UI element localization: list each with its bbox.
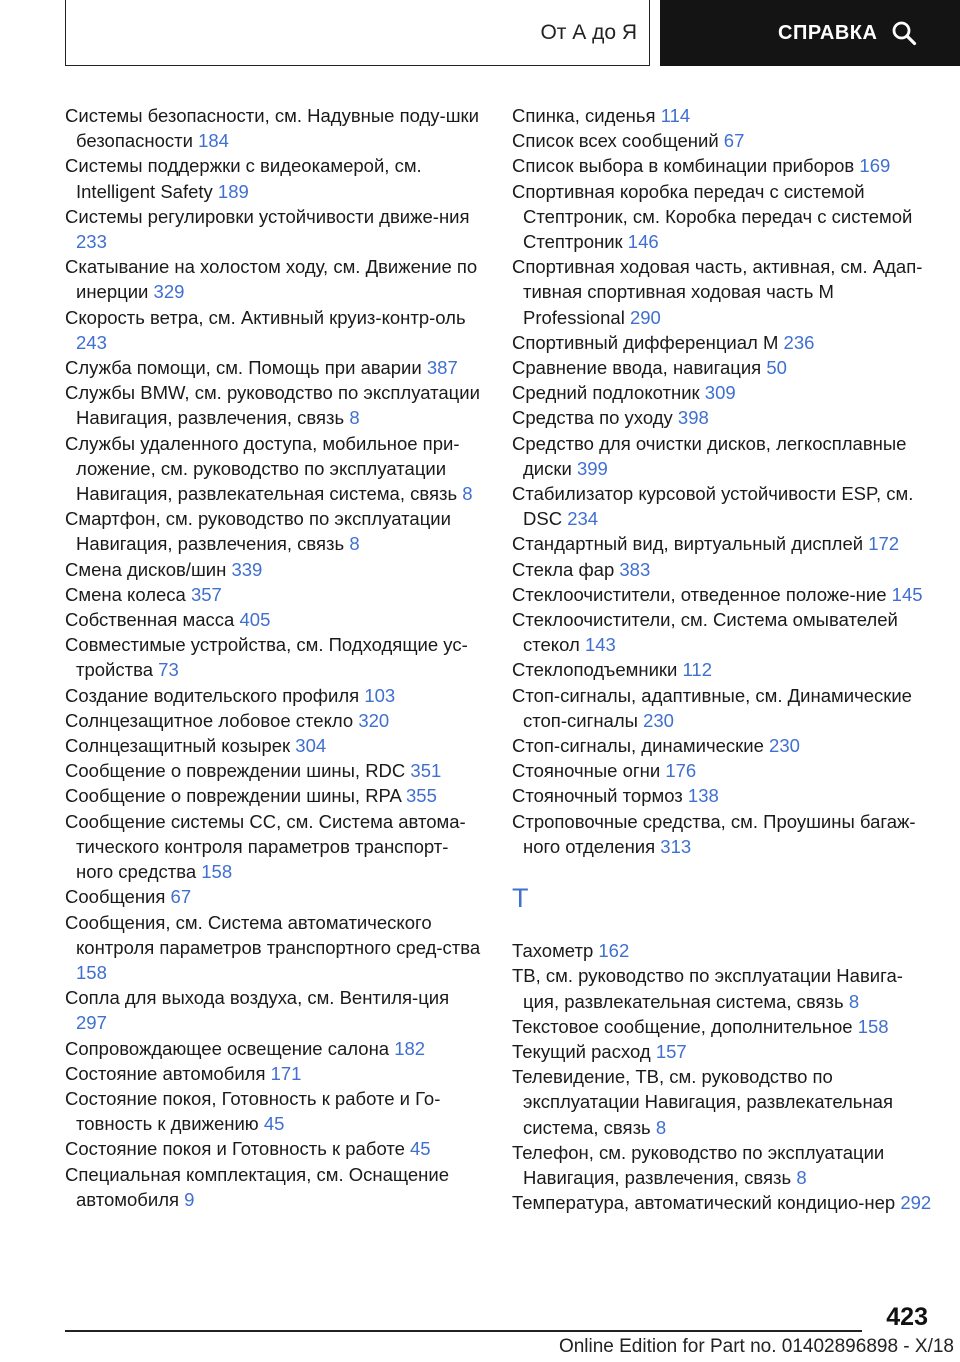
- page-link[interactable]: 357: [190, 583, 222, 605]
- index-entry-text: Спинка, сиденья: [512, 105, 661, 126]
- index-entry-text: Сравнение ввода, навигация: [512, 357, 767, 379]
- index-entry-text: Собственная масса: [65, 609, 240, 631]
- index-entry: [512, 153, 932, 178]
- page-link[interactable]: 114: [660, 105, 691, 126]
- section-tab[interactable]: [65, 0, 650, 66]
- index-entry-text: Стабилизатор курсовой устойчивости ESP, см. DSC: [512, 483, 914, 530]
- index-entry-text: Телефон, см. руководство по эксплуатации Навигация, развлечения, связь: [512, 1141, 885, 1188]
- page-link[interactable]: 8: [796, 1166, 807, 1188]
- page-link[interactable]: 67: [170, 886, 192, 908]
- index-entry-text: Стоп-сигналы, динамические: [512, 735, 770, 757]
- page-link[interactable]: 292: [900, 1192, 932, 1214]
- help-search-button[interactable]: [660, 0, 960, 66]
- index-entry: [512, 809, 932, 859]
- index-entry-text: Температура, автоматический кондицио-нер: [512, 1192, 901, 1214]
- index-entry-text: Смена дисков/шин: [65, 558, 232, 580]
- index-entry-text: Системы поддержки с видеокамерой, см. Intelligent Safety: [65, 155, 422, 202]
- index-entry: [65, 1061, 485, 1086]
- index-entry-text: Сообщение о повреждении шины, RPA: [65, 785, 406, 807]
- index-entry-text: Сообщения: [65, 886, 171, 908]
- page-link[interactable]: 189: [217, 180, 249, 202]
- page-link[interactable]: 387: [426, 357, 458, 379]
- index-entry-text: Создание водительского профиля: [65, 684, 365, 706]
- index-entry-text: ТВ, см. руководство по эксплуатации Навига-ция, развлекательная система, связь: [512, 965, 903, 1012]
- index-entry: [512, 128, 932, 153]
- index-entry: [65, 884, 485, 909]
- index-entry-text: Совместимые устройства, см. Подходящие ус-тройства: [65, 634, 468, 681]
- index-entry: [65, 355, 485, 380]
- page-link[interactable]: 329: [153, 281, 185, 303]
- page-link[interactable]: 313: [660, 835, 692, 857]
- page-link[interactable]: 8: [848, 990, 860, 1012]
- letter-heading: Т: [512, 883, 529, 914]
- index-entry: [65, 783, 485, 808]
- index-entry-text: Средний подлокотник: [512, 382, 705, 404]
- index-entry: [512, 431, 932, 481]
- page-link[interactable]: 158: [857, 1015, 889, 1037]
- index-entry: [65, 632, 485, 682]
- index-entry: [65, 431, 485, 507]
- index-entry-text: Стояночные огни: [512, 760, 666, 782]
- index-entry: [512, 557, 932, 582]
- index-entry: [65, 1162, 485, 1212]
- page-link[interactable]: 171: [270, 1062, 302, 1084]
- index-entry-text: Стеклоочистители, см. Система омывателей стекол: [512, 609, 898, 656]
- index-entry-text: Солнцезащитный козырек: [65, 735, 296, 757]
- page-link[interactable]: 399: [576, 457, 608, 479]
- index-entry-text: Состояние автомобиля: [65, 1062, 271, 1084]
- index-entry-text: Стояночный тормоз: [512, 785, 688, 807]
- index-entry-text: Состояние покоя и Готовность к работе: [65, 1138, 411, 1160]
- page-link[interactable]: 351: [410, 760, 442, 782]
- index-entry-text: Сопла для выхода воздуха, см. Вентиля-ция: [65, 987, 450, 1009]
- index-entry: [65, 506, 485, 556]
- section-label: От А до Я: [540, 20, 637, 44]
- index-entry: [512, 733, 932, 758]
- index-entry-text: Спортивная коробка передач с системой Стептроник, см. Коробка передач с системой Стептроник: [512, 180, 913, 253]
- index-entry-text: Сообщение о повреждении шины, RDC: [65, 760, 411, 782]
- page-link[interactable]: 230: [769, 735, 800, 757]
- page-link[interactable]: 184: [198, 130, 229, 152]
- page-link[interactable]: 9: [184, 1188, 195, 1210]
- index-entry-text: Текущий расход: [512, 1040, 656, 1062]
- index-entry: [65, 1136, 485, 1161]
- index-entry: [512, 330, 932, 355]
- page-link[interactable]: 405: [239, 609, 271, 631]
- footer-divider: [65, 1330, 862, 1332]
- index-entry: [512, 531, 932, 556]
- index-entry-text: Спортивный дифференциал M: [512, 331, 784, 353]
- page-link[interactable]: 73: [158, 659, 179, 681]
- index-entry-text: Строповочные средства, см. Проушины багаж-ного отделения: [512, 810, 916, 857]
- index-entry: [512, 179, 932, 255]
- index-entry-text: Службы BMW, см. руководство по эксплуатации Навигация, развлечения, связь: [65, 382, 480, 429]
- index-entry-text: Список всех сообщений: [512, 130, 724, 152]
- index-entry: [512, 405, 932, 430]
- index-entry: [65, 103, 485, 153]
- page-link[interactable]: 143: [584, 634, 616, 656]
- index-entry-text: Стекла фар: [512, 558, 620, 580]
- page-link[interactable]: 50: [766, 357, 787, 379]
- index-entry: [65, 380, 485, 430]
- index-entry-text: Средство для очистки дисков, легкосплавные диски: [512, 432, 907, 479]
- page-link[interactable]: 233: [76, 231, 107, 253]
- page-link[interactable]: 146: [627, 231, 659, 253]
- page-link[interactable]: 162: [598, 940, 630, 962]
- page-link[interactable]: 8: [349, 407, 360, 429]
- index-entry-text: Сообщения, см. Система автоматического контроля параметров транспортного сред-ства: [65, 911, 481, 958]
- index-entry: [65, 1086, 485, 1136]
- index-entry: [512, 355, 932, 380]
- index-entry: [65, 985, 485, 1035]
- page-link[interactable]: 355: [406, 785, 437, 807]
- page-link[interactable]: 172: [868, 533, 900, 555]
- help-label: СПРАВКА: [778, 21, 878, 44]
- index-entry: [512, 1064, 932, 1140]
- page-link[interactable]: 157: [655, 1040, 687, 1062]
- page-number: 423: [886, 1303, 928, 1331]
- index-entry-text: Смена колеса: [65, 583, 191, 605]
- page-link[interactable]: 8: [349, 533, 360, 555]
- index-entry: [512, 1039, 932, 1064]
- index-entry: [65, 733, 485, 758]
- page-link[interactable]: 234: [567, 508, 599, 530]
- index-entry-text: Телевидение, ТВ, см. руководство по эксплуатации Навигация, развлекательная система, связь: [512, 1066, 893, 1138]
- index-entry: [512, 254, 932, 330]
- page-link[interactable]: 236: [783, 331, 815, 353]
- page-link[interactable]: 103: [364, 684, 396, 706]
- index-entry-text: Смартфон, см. руководство по эксплуатации Навигация, развлечения, связь: [65, 508, 451, 555]
- page-link[interactable]: 138: [687, 785, 719, 807]
- index-entry: [65, 204, 485, 254]
- index-entry: [512, 103, 932, 128]
- page-link[interactable]: 297: [76, 1012, 107, 1034]
- page-link[interactable]: 176: [665, 760, 697, 782]
- footer-edition-text: Online Edition for Part no. 01402896898 - X/18: [558, 1336, 954, 1357]
- page-link[interactable]: 230: [643, 709, 674, 731]
- index-entry: [512, 1190, 932, 1215]
- index-entry-text: Тахометр: [512, 940, 599, 962]
- index-entry: [512, 963, 932, 1013]
- index-entry: [65, 254, 485, 304]
- index-entry: [65, 758, 485, 783]
- index-entry-text: Список выбора в комбинации приборов: [512, 155, 860, 177]
- index-entry: [512, 938, 932, 963]
- page-link[interactable]: 320: [358, 709, 390, 731]
- index-entry: [65, 607, 485, 632]
- index-entry: [512, 758, 932, 783]
- page-link[interactable]: 8: [462, 483, 473, 505]
- page-link[interactable]: 398: [677, 407, 709, 429]
- page-link[interactable]: 45: [263, 1113, 285, 1135]
- page-link[interactable]: 45: [410, 1138, 431, 1160]
- page-link[interactable]: 243: [76, 331, 107, 353]
- index-entry-text: Скорость ветра, см. Активный круиз-контр-оль: [65, 306, 466, 328]
- page-link[interactable]: 339: [231, 558, 263, 580]
- index-entry: [512, 783, 932, 808]
- index-entry: [65, 683, 485, 708]
- index-entry-text: Стандартный вид, виртуальный дисплей: [512, 533, 869, 555]
- index-entry-text: Стеклоочистители, отведенное положе-ние: [512, 583, 892, 605]
- search-icon: [891, 20, 917, 46]
- page-link[interactable]: 145: [891, 583, 923, 605]
- index-entry: [512, 481, 932, 531]
- index-entry: [65, 708, 485, 733]
- index-entry: [512, 1014, 932, 1039]
- page-link[interactable]: 182: [394, 1037, 426, 1059]
- index-entry: [512, 582, 932, 607]
- index-entry: [65, 1036, 485, 1061]
- page-link[interactable]: 309: [704, 382, 736, 404]
- page-link[interactable]: 290: [629, 306, 661, 328]
- index-entry-text: Солнцезащитное лобовое стекло: [65, 709, 359, 731]
- index-entry: [65, 557, 485, 582]
- index-entry-text: Спортивная ходовая часть, активная, см. Адап-тивная спортивная ходовая часть M Professional: [512, 256, 923, 328]
- index-entry-text: Стеклоподъемники: [512, 659, 683, 681]
- index-column-right: [512, 103, 932, 1215]
- index-column-left: [65, 103, 485, 1212]
- index-entry-text: Сообщение системы СС, см. Система автома-тического контроля параметров транспорт-ного средства: [65, 810, 466, 883]
- page-link[interactable]: 158: [201, 861, 233, 883]
- index-entry: [65, 305, 485, 355]
- index-entry-text: Скатывание на холостом ходу, см. Движение по инерции: [65, 256, 478, 303]
- page-link[interactable]: 67: [723, 130, 745, 152]
- page-link[interactable]: 383: [619, 558, 651, 580]
- index-entry-text: Системы регулировки устойчивости движе-ния: [65, 205, 470, 227]
- index-entry-text: Служба помощи, см. Помощь при аварии: [65, 357, 427, 379]
- index-entry: [512, 683, 932, 733]
- index-entry-text: Состояние покоя, Готовность к работе и Го-товность к движению: [65, 1087, 441, 1135]
- index-entry: [65, 809, 485, 885]
- page-link[interactable]: 112: [682, 659, 712, 681]
- index-entry: [512, 380, 932, 405]
- page-link[interactable]: 158: [76, 961, 107, 983]
- index-entry: [65, 910, 485, 986]
- index-entry-text: Стоп-сигналы, адаптивные, см. Динамические стоп-сигналы: [512, 684, 912, 731]
- index-entry: [512, 607, 932, 657]
- page-link[interactable]: 8: [655, 1116, 667, 1138]
- index-entry-text: Службы удаленного доступа, мобильное при-ложение, см. руководство по эксплуатации Навигация, развлекательная система, связь: [65, 432, 463, 505]
- index-entry-text: Средства по уходу: [512, 407, 678, 429]
- index-entry-text: Текстовое сообщение, дополнительное: [512, 1015, 858, 1037]
- index-entry: [512, 1140, 932, 1190]
- index-entry: [65, 153, 485, 203]
- index-entry-text: Специальная комплектация, см. Оснащение автомобиля: [65, 1163, 450, 1210]
- page-link[interactable]: 304: [295, 735, 327, 757]
- index-entry: [65, 582, 485, 607]
- page-link[interactable]: 169: [859, 155, 891, 177]
- index-entry: [512, 657, 932, 682]
- index-entry-text: Системы безопасности, см. Надувные поду-шки безопасности: [65, 105, 479, 152]
- index-entry-text: Сопровождающее освещение салона: [65, 1037, 395, 1059]
